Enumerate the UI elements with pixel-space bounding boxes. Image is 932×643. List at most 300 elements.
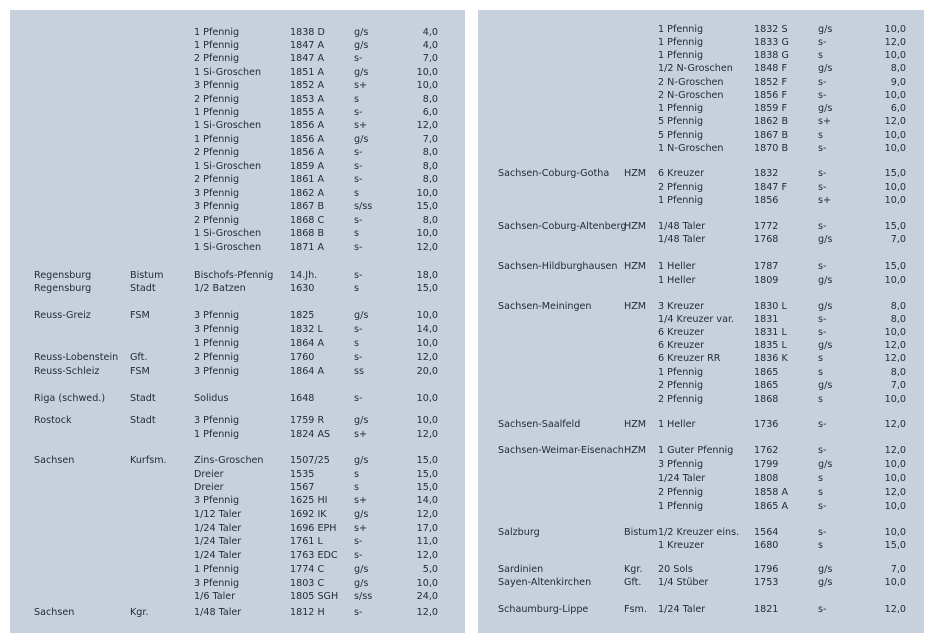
cell-grade: g/s [818,234,833,245]
cell-denom: 5 Pfennig [658,130,704,141]
cell-denom: 3 Pfennig [194,310,240,321]
cell-year: 1867 B [754,130,789,141]
catalog-row [10,26,465,39]
cell-grade: s- [818,314,827,325]
cell-name: Rostock [34,415,72,426]
cell-year: 1831 [754,314,779,325]
cell-denom: 3 Pfennig [194,188,240,199]
cell-denom: 1 Pfennig [658,195,704,206]
cell-year: 1772 [754,221,779,232]
cell-year: 1847 F [754,182,787,193]
cell-grade: g/s [818,63,833,74]
cell-grade: g/s [354,509,369,520]
cell-year: 1799 [754,459,779,470]
cell-denom: 1/2 N-Groschen [658,63,733,74]
right-page [478,10,924,633]
cell-price: 8,0 [422,174,438,185]
cell-year: 1835 L [754,340,787,351]
cell-grade: g/s [818,103,833,114]
cell-name: Sachsen-Coburg-Gotha [498,168,610,179]
cell-type: Bistum [130,270,164,281]
cell-price: 8,0 [422,147,438,158]
cell-grade: s- [818,261,827,272]
cell-price: 10,0 [884,459,906,470]
cell-price: 5,0 [422,564,438,575]
catalog-row [10,577,465,590]
catalog-row [10,323,465,336]
cell-grade: s [818,473,823,484]
cell-year: 1535 [290,469,315,480]
cell-denom: 6 Kreuzer [658,340,705,351]
cell-year: 1825 [290,310,315,321]
cell-year: 1824 AS [290,429,331,440]
catalog-row [478,563,924,576]
catalog-row [10,52,465,65]
catalog-row [10,522,465,535]
catalog-row [10,66,465,79]
cell-price: 12,0 [884,487,906,498]
catalog-row [478,23,924,36]
cell-price: 10,0 [416,228,438,239]
cell-price: 10,0 [884,195,906,206]
cell-type: HZM [624,261,647,272]
cell-denom: 5 Pfennig [658,116,704,127]
left-page [10,10,465,633]
cell-grade: s/ss [354,591,373,602]
catalog-row [478,576,924,589]
cell-denom: 1 Heller [658,261,696,272]
cell-denom: 2 Pfennig [194,53,240,64]
cell-year: 1808 [754,473,779,484]
cell-grade: g/s [354,564,369,575]
cell-year: 1847 A [290,53,325,64]
cell-year: 1853 A [290,94,325,105]
cell-denom: 1/48 Taler [658,234,706,245]
cell-price: 4,0 [422,40,438,51]
cell-grade: s [818,130,823,141]
cell-type: Kurfsm. [130,455,167,466]
catalog-row [10,146,465,159]
cell-year: 1759 R [290,415,325,426]
cell-year: 1868 [754,394,779,405]
catalog-row [478,115,924,128]
cell-name: Reuss-Schleiz [34,366,100,377]
cell-year: 1830 L [754,301,787,312]
cell-denom: 1/24 Taler [658,473,706,484]
cell-name: Sachsen-Coburg-Altenberg [498,221,627,232]
cell-year: 1832 [754,168,779,179]
cell-name: Regensburg [34,283,92,294]
cell-price: 7,0 [890,234,906,245]
cell-denom: 2 Pfennig [194,147,240,158]
cell-type: HZM [624,221,647,232]
catalog-row [478,49,924,62]
cell-denom: 1 Si-Groschen [194,120,262,131]
cell-grade: s- [818,221,827,232]
catalog-row [10,187,465,200]
cell-year: 1774 C [290,564,325,575]
cell-year: 1838 D [290,27,325,38]
cell-year: 1871 A [290,242,325,253]
cell-type: Kgr. [130,607,149,618]
cell-price: 8,0 [422,161,438,172]
cell-grade: s- [354,607,363,618]
cell-grade: s- [818,77,827,88]
cell-denom: 2 Pfennig [658,394,704,405]
catalog-row [478,539,924,552]
cell-price: 10,0 [884,577,906,588]
cell-year: 1625 HI [290,495,328,506]
cell-year: 1870 B [754,143,789,154]
cell-type: Fsm. [624,604,647,615]
cell-denom: 3 Pfennig [194,415,240,426]
cell-name: Sachsen-Saalfeld [498,419,581,430]
cell-price: 10,0 [884,24,906,35]
cell-year: 1851 A [290,67,325,78]
cell-grade: g/s [354,578,369,589]
catalog-row [478,526,924,539]
catalog-row [10,494,465,507]
cell-price: 14,0 [416,324,438,335]
cell-grade: s/ss [354,201,373,212]
catalog-row [10,428,465,441]
cell-year: 1859 A [290,161,325,172]
cell-denom: 2 Pfennig [194,215,240,226]
cell-denom: 1/4 Stüber [658,577,709,588]
cell-grade: g/s [818,577,833,588]
cell-denom: 1 Pfennig [194,107,240,118]
cell-name: Sachsen-Hildburghausen [498,261,618,272]
cell-year: 1832 S [754,24,788,35]
cell-year: 1856 F [754,90,787,101]
cell-type: Gft. [624,577,642,588]
cell-year: 1696 EPH [290,523,337,534]
cell-grade: g/s [354,27,369,38]
cell-year: 1859 F [754,103,787,114]
cell-type: Kgr. [624,564,643,575]
cell-price: 8,0 [890,367,906,378]
cell-denom: 1 Pfennig [658,367,704,378]
cell-year: 1865 [754,367,779,378]
cell-price: 15,0 [416,469,438,480]
cell-denom: Dreier [194,482,224,493]
catalog-row [478,472,924,485]
cell-price: 7,0 [422,134,438,145]
cell-price: 10,0 [416,393,438,404]
cell-price: 10,0 [884,527,906,538]
cell-denom: 1/24 Taler [194,536,242,547]
cell-grade: s [818,50,823,61]
cell-grade: g/s [354,40,369,51]
cell-grade: g/s [818,301,833,312]
cell-year: 1567 [290,482,315,493]
cell-grade: s- [354,161,363,172]
catalog-row [10,79,465,92]
catalog-row [10,563,465,576]
cell-price: 8,0 [890,63,906,74]
cell-name: Reuss-Lobenstein [34,352,119,363]
cell-denom: 1 Si-Groschen [194,242,262,253]
cell-price: 24,0 [416,591,438,602]
cell-year: 1809 [754,275,779,286]
cell-grade: s+ [354,80,368,91]
cell-name: Riga (schwed.) [34,393,106,404]
cell-price: 15,0 [416,455,438,466]
cell-grade: s+ [354,495,368,506]
cell-name: Sardinien [498,564,544,575]
cell-grade: s- [818,445,827,456]
cell-price: 12,0 [884,445,906,456]
cell-grade: s- [354,270,363,281]
cell-year: 1864 A [290,366,325,377]
catalog-row [478,260,924,273]
cell-denom: 2 N-Groschen [658,90,724,101]
cell-grade: s- [818,182,827,193]
cell-price: 8,0 [422,94,438,105]
cell-price: 10,0 [416,67,438,78]
cell-denom: 1 Pfennig [658,24,704,35]
cell-year: 1856 A [290,134,325,145]
cell-grade: ss [354,366,364,377]
cell-grade: s [354,482,359,493]
catalog-row [478,300,924,313]
cell-grade: g/s [354,310,369,321]
cell-year: 1868 B [290,228,325,239]
catalog-row [478,352,924,365]
cell-price: 10,0 [416,80,438,91]
cell-denom: 6 Kreuzer [658,168,705,179]
cell-price: 12,0 [416,242,438,253]
catalog-row [10,160,465,173]
cell-denom: Solidus [194,393,229,404]
cell-year: 1861 A [290,174,325,185]
cell-price: 15,0 [884,221,906,232]
cell-denom: 3 Pfennig [194,324,240,335]
cell-year: 1864 A [290,338,325,349]
cell-price: 18,0 [416,270,438,281]
cell-grade: s- [818,90,827,101]
catalog-row [10,309,465,322]
catalog-row [478,36,924,49]
cell-price: 12,0 [416,352,438,363]
cell-price: 12,0 [416,607,438,618]
cell-year: 1833 G [754,37,789,48]
cell-price: 12,0 [884,604,906,615]
catalog-row [478,603,924,616]
cell-grade: s [354,188,359,199]
cell-grade: s- [354,393,363,404]
cell-grade: s- [354,53,363,64]
cell-denom: Bischofs-Pfennig [194,270,274,281]
cell-type: FSM [130,310,150,321]
cell-year: 1865 A [754,501,789,512]
catalog-row [10,365,465,378]
cell-denom: 1 Pfennig [658,501,704,512]
catalog-row [10,337,465,350]
cell-year: 1753 [754,577,779,588]
cell-price: 6,0 [422,107,438,118]
cell-grade: s- [354,242,363,253]
cell-year: 1761 L [290,536,323,547]
catalog-row [10,119,465,132]
cell-grade: g/s [818,564,833,575]
cell-denom: 2 Pfennig [194,174,240,185]
cell-grade: g/s [354,67,369,78]
cell-grade: s- [354,352,363,363]
cell-grade: s- [818,419,827,430]
cell-denom: 1 Si-Groschen [194,67,262,78]
catalog-row [478,129,924,142]
cell-grade: s [354,338,359,349]
cell-denom: 1 Si-Groschen [194,161,262,172]
cell-denom: 1/24 Taler [658,604,706,615]
cell-year: 1796 [754,564,779,575]
catalog-row [478,366,924,379]
cell-name: Sachsen [34,455,75,466]
cell-grade: s- [354,147,363,158]
catalog-row [478,458,924,471]
cell-type: Stadt [130,415,156,426]
cell-year: 1862 B [754,116,789,127]
cell-grade: s+ [354,523,368,534]
catalog-row [10,282,465,295]
cell-price: 15,0 [416,201,438,212]
cell-year: 1812 H [290,607,325,618]
cell-price: 10,0 [884,130,906,141]
cell-denom: 1 Kreuzer [658,540,705,551]
cell-denom: 1 Pfennig [658,37,704,48]
catalog-row [10,106,465,119]
cell-price: 12,0 [416,550,438,561]
cell-price: 8,0 [422,215,438,226]
cell-grade: s [354,94,359,105]
catalog-row [478,167,924,180]
cell-price: 10,0 [884,90,906,101]
cell-denom: 2 Pfennig [194,94,240,105]
cell-year: 1648 [290,393,315,404]
catalog-row [478,339,924,352]
cell-price: 10,0 [884,182,906,193]
catalog-row [478,418,924,431]
cell-year: 1692 IK [290,509,327,520]
cell-year: 1865 [754,380,779,391]
cell-type: Bistum [624,527,658,538]
cell-grade: s [818,394,823,405]
cell-price: 15,0 [416,482,438,493]
cell-price: 7,0 [890,380,906,391]
cell-grade: s- [818,168,827,179]
cell-grade: s- [354,536,363,547]
cell-price: 9,0 [890,77,906,88]
catalog-row [10,200,465,213]
cell-year: 1832 L [290,324,323,335]
cell-denom: 1 Heller [658,419,696,430]
cell-denom: 1/48 Taler [658,221,706,232]
catalog-row [478,500,924,513]
cell-type: HZM [624,301,647,312]
catalog-row [10,227,465,240]
cell-price: 15,0 [884,261,906,272]
cell-denom: 1/6 Taler [194,591,236,602]
cell-year: 1855 A [290,107,325,118]
cell-year: 1630 [290,283,315,294]
cell-year: 1856 A [290,147,325,158]
cell-grade: g/s [818,459,833,470]
cell-grade: s- [354,107,363,118]
cell-grade: s- [354,215,363,226]
cell-price: 12,0 [416,429,438,440]
cell-year: 1867 B [290,201,325,212]
cell-denom: Zins-Groschen [194,455,264,466]
catalog-row [10,481,465,494]
catalog-row [10,392,465,405]
cell-denom: 1/24 Taler [194,523,242,534]
catalog-row [478,393,924,406]
cell-type: HZM [624,419,647,430]
cell-grade: g/s [818,275,833,286]
cell-year: 1680 [754,540,779,551]
catalog-row [10,468,465,481]
catalog-row [478,220,924,233]
cell-price: 11,0 [416,536,438,547]
cell-year: 1858 A [754,487,789,498]
cell-year: 1848 F [754,63,787,74]
cell-grade: s [818,487,823,498]
cell-denom: 3 Pfennig [194,366,240,377]
cell-denom: 1 Si-Groschen [194,228,262,239]
cell-year: 1805 SGH [290,591,339,602]
cell-grade: g/s [354,455,369,466]
cell-year: 1768 [754,234,779,245]
catalog-row [478,194,924,207]
cell-denom: 1 N-Groschen [658,143,724,154]
cell-grade: g/s [818,340,833,351]
cell-price: 10,0 [416,578,438,589]
catalog-row [10,173,465,186]
cell-year: 1762 [754,445,779,456]
catalog-row [478,89,924,102]
cell-price: 12,0 [416,120,438,131]
cell-year: 1847 A [290,40,325,51]
catalog-row [478,274,924,287]
catalog-row [10,351,465,364]
cell-name: Sachsen [34,607,75,618]
cell-price: 12,0 [884,419,906,430]
cell-name: Sachsen-Meiningen [498,301,592,312]
cell-price: 8,0 [890,301,906,312]
cell-denom: 6 Kreuzer RR [658,353,721,364]
cell-denom: 3 Pfennig [658,459,704,470]
catalog-row [10,214,465,227]
cell-year: 1838 G [754,50,789,61]
cell-price: 4,0 [422,27,438,38]
cell-price: 12,0 [884,353,906,364]
cell-grade: s- [354,550,363,561]
cell-price: 10,0 [884,327,906,338]
cell-type: Stadt [130,283,156,294]
catalog-row [10,454,465,467]
cell-denom: 1 Pfennig [194,429,240,440]
cell-price: 17,0 [416,523,438,534]
catalog-row [478,142,924,155]
cell-year: 1763 EDC [290,550,338,561]
cell-type: HZM [624,445,647,456]
catalog-row [10,39,465,52]
cell-denom: 1/4 Kreuzer var. [658,314,735,325]
cell-year: 1836 K [754,353,788,364]
cell-price: 8,0 [890,314,906,325]
catalog-row [10,590,465,603]
